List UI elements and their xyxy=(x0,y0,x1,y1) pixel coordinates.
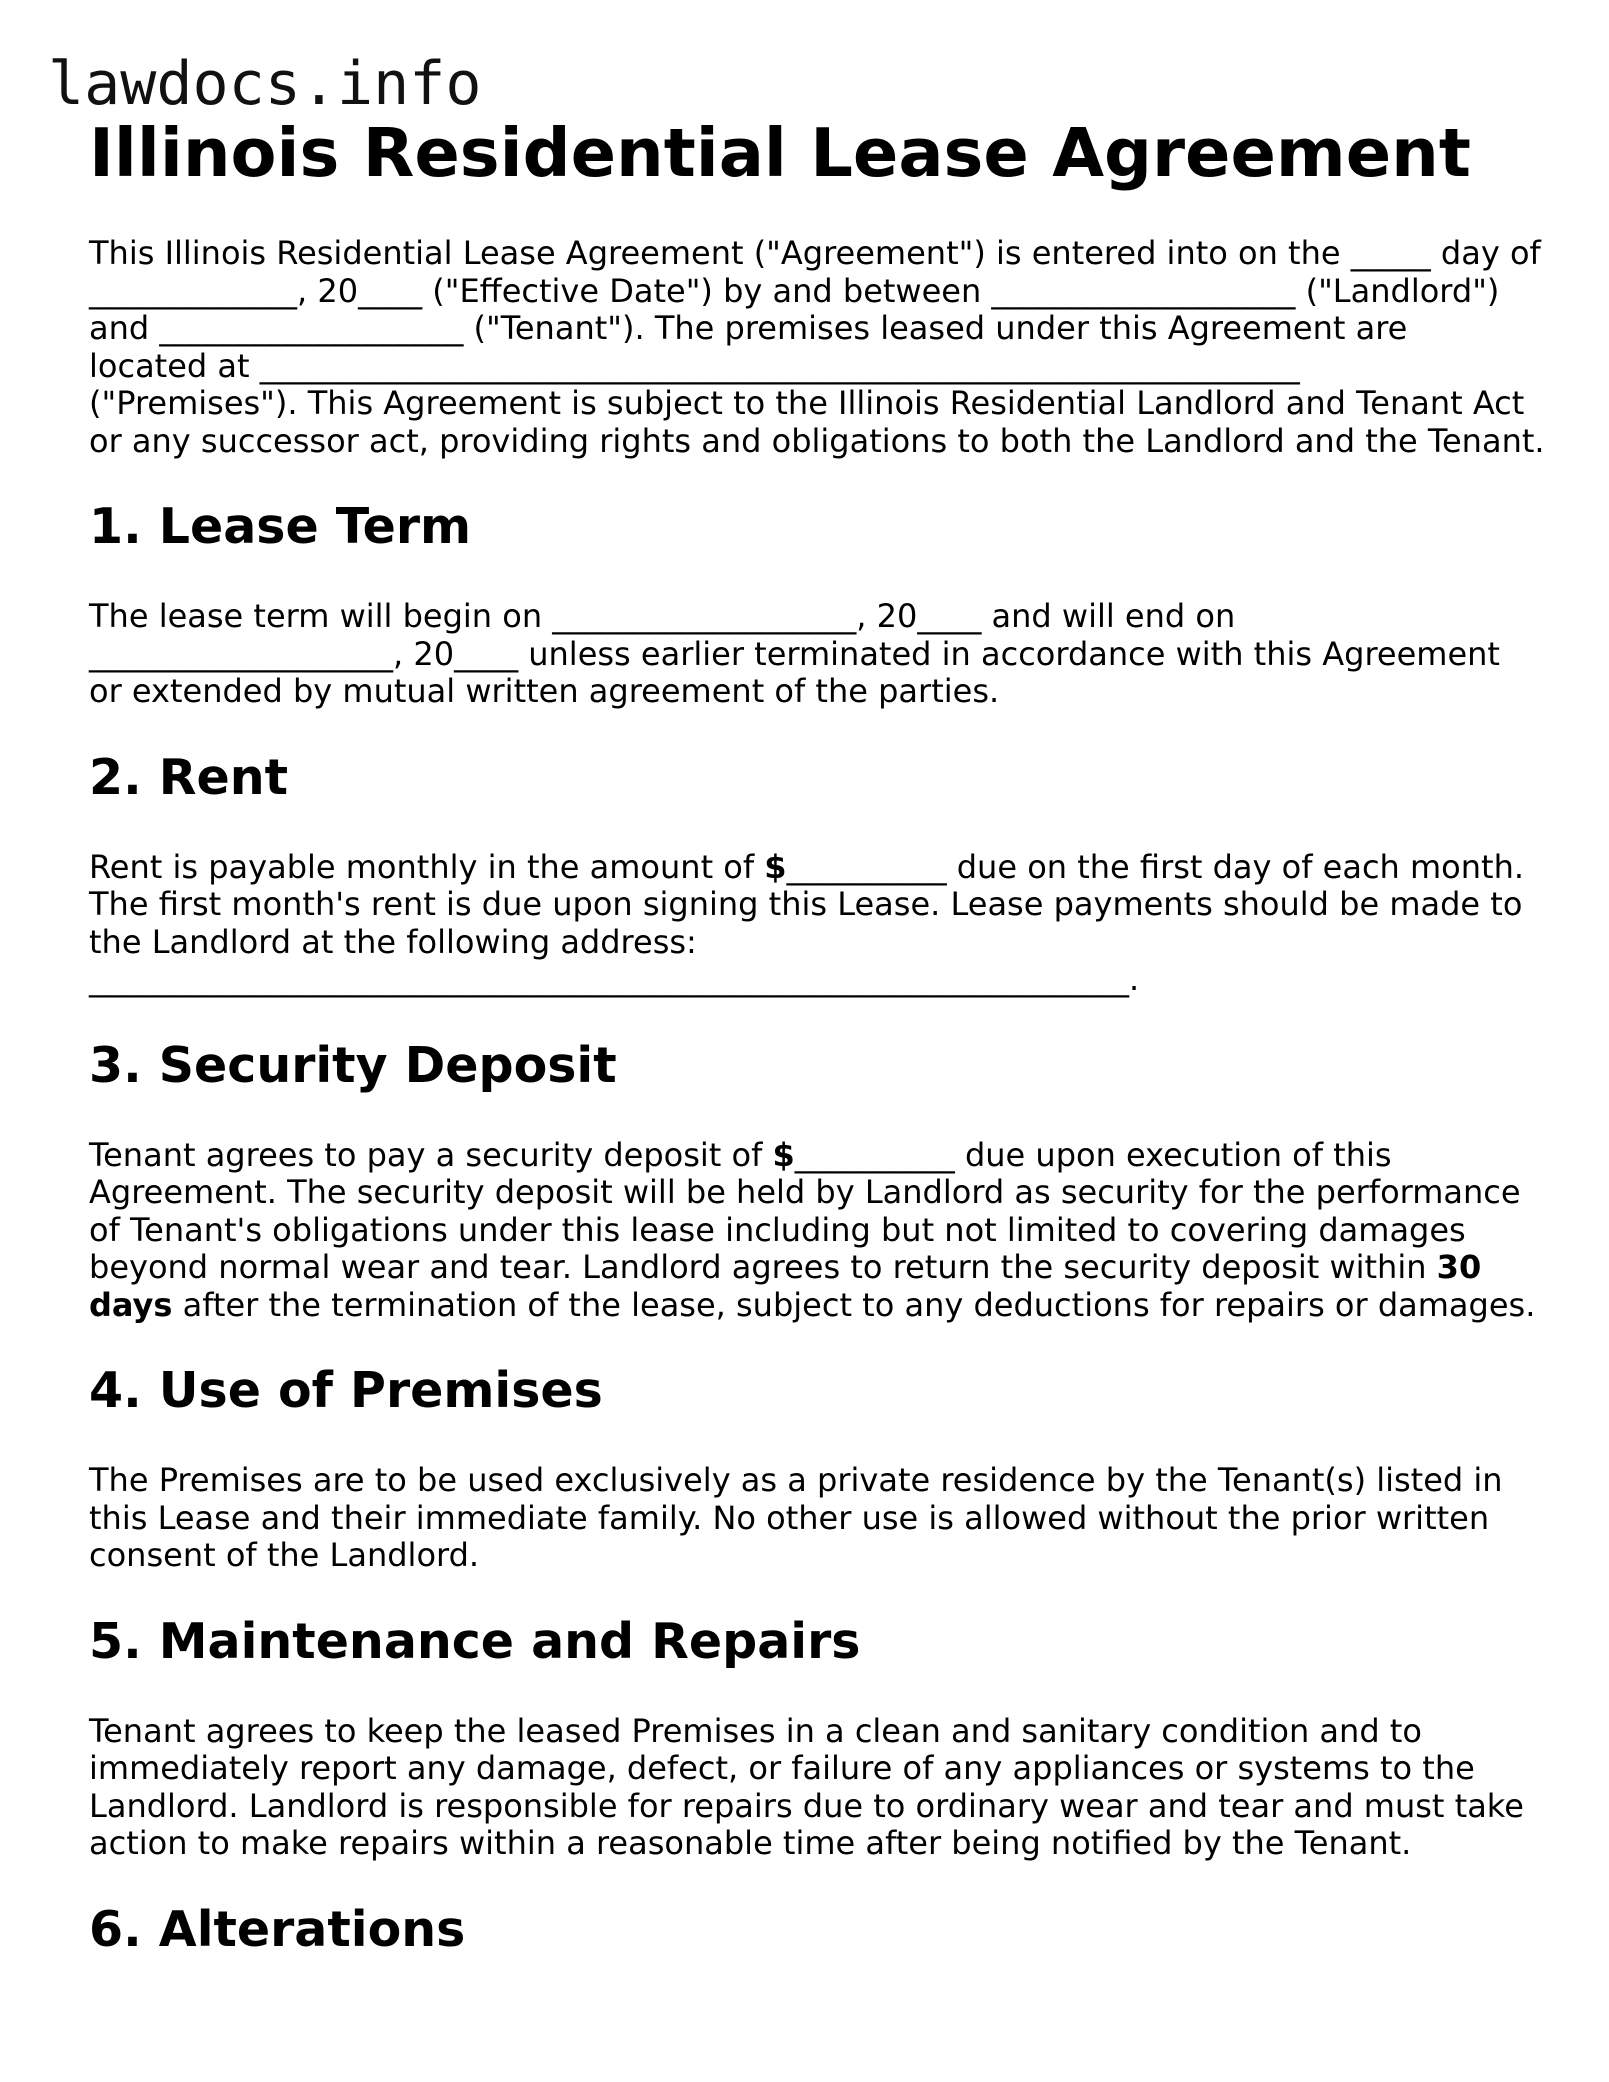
section-heading: 1. Lease Term xyxy=(89,498,472,555)
bold-text: days xyxy=(89,1285,173,1324)
text-line: the Landlord at the following address: xyxy=(89,922,697,961)
text-segment: __________ due on the first day of each month. xyxy=(786,847,1525,886)
text-line: Agreement. The security deposit will be held by Landlord as security for the performance xyxy=(89,1173,1521,1211)
intro-paragraph xyxy=(89,234,1545,460)
text-line: this Lease and their immediate family. No other use is allowed without the prior written xyxy=(89,1498,1490,1537)
text-line: and ___________________ ("Tenant"). The premises leased under this Agreement are xyxy=(89,309,1408,347)
text-line: The Premises are to be used exclusively as a private residence by the Tenant(s) listed in xyxy=(89,1461,1503,1499)
section-body xyxy=(89,1713,1529,1863)
section-body xyxy=(89,849,1529,999)
text-segment: beyond normal wear and tear. Landlord agrees to return the security deposit within xyxy=(89,1248,1437,1286)
text-segment: __________ due upon execution of this xyxy=(794,1135,1392,1174)
sections xyxy=(89,492,1536,1965)
text-line: _____________, 20____ ("Effective Date") by and between ___________________ ("Landlord") xyxy=(89,271,1500,310)
section xyxy=(89,743,1529,999)
bold-text: 30 xyxy=(1436,1248,1482,1286)
text-line: consent of the Landlord. xyxy=(89,1536,480,1574)
text-segment: Rent is payable monthly in the amount of xyxy=(89,847,765,886)
site-watermark: lawdocs.info xyxy=(48,49,482,119)
section-heading: 2. Rent xyxy=(89,748,289,806)
text-line xyxy=(89,849,1529,887)
section-body xyxy=(89,598,1529,711)
text-line: The first month's rent is due upon signing this Lease. Lease payments should be made to xyxy=(89,885,1523,923)
section xyxy=(89,1356,1529,1575)
text-line: The lease term will begin on ___________________, 20____ and will end on xyxy=(89,597,1236,635)
text-line: action to make repairs within a reasonable time after being notified by the Tenant. xyxy=(89,1824,1412,1862)
text-line xyxy=(89,1249,1529,1287)
text-line xyxy=(89,1285,1536,1325)
section xyxy=(89,1607,1529,1863)
text-line: located at _________________________________________________________________ xyxy=(89,346,1300,385)
section xyxy=(89,1031,1536,1325)
bold-text: $ xyxy=(772,1135,795,1174)
text-line: ("Premises"). This Agreement is subject to the Illinois Residential Landlord and Tenant Act xyxy=(89,384,1525,422)
section-body xyxy=(89,1135,1536,1325)
section-heading: 4. Use of Premises xyxy=(89,1362,603,1419)
text-line: or extended by mutual written agreement of the parties. xyxy=(89,672,1000,710)
section-heading: 5. Maintenance and Repairs xyxy=(89,1612,861,1670)
text-line: immediately report any damage, defect, or failure of any appliances or systems to the xyxy=(89,1749,1475,1787)
text-line xyxy=(89,1137,1529,1175)
text-line: This Illinois Residential Lease Agreement ("Agreement") is entered into on the _____ day of xyxy=(89,234,1541,272)
section-body xyxy=(89,1462,1529,1575)
section xyxy=(89,1895,1529,1965)
bold-text: $ xyxy=(764,847,787,886)
text-segment: Tenant agrees to pay a security deposit of xyxy=(89,1135,773,1174)
text-line: or any successor act, providing rights and obligations to both the Landlord and the Tenant. xyxy=(89,421,1545,460)
document xyxy=(89,108,1545,1965)
document-title: Illinois Residential Lease Agreement xyxy=(89,114,1471,192)
text-line: of Tenant's obligations under this lease including but not limited to covering damages xyxy=(89,1210,1466,1249)
section xyxy=(89,492,1529,711)
text-line: Landlord. Landlord is responsible for repairs due to ordinary wear and tear and must take xyxy=(89,1786,1524,1825)
section-heading: 3. Security Deposit xyxy=(89,1036,617,1094)
text-line: Tenant agrees to keep the leased Premises in a clean and sanitary condition and to xyxy=(89,1711,1422,1750)
text-segment: after the termination of the lease, subject to any deductions for repairs or damages. xyxy=(172,1285,1536,1324)
text-line: _________________________________________________________________. xyxy=(89,960,1140,998)
section-heading: 6. Alterations xyxy=(89,1900,466,1958)
text-line: ___________________, 20____ unless earlier terminated in accordance with this Agreement xyxy=(89,634,1500,673)
